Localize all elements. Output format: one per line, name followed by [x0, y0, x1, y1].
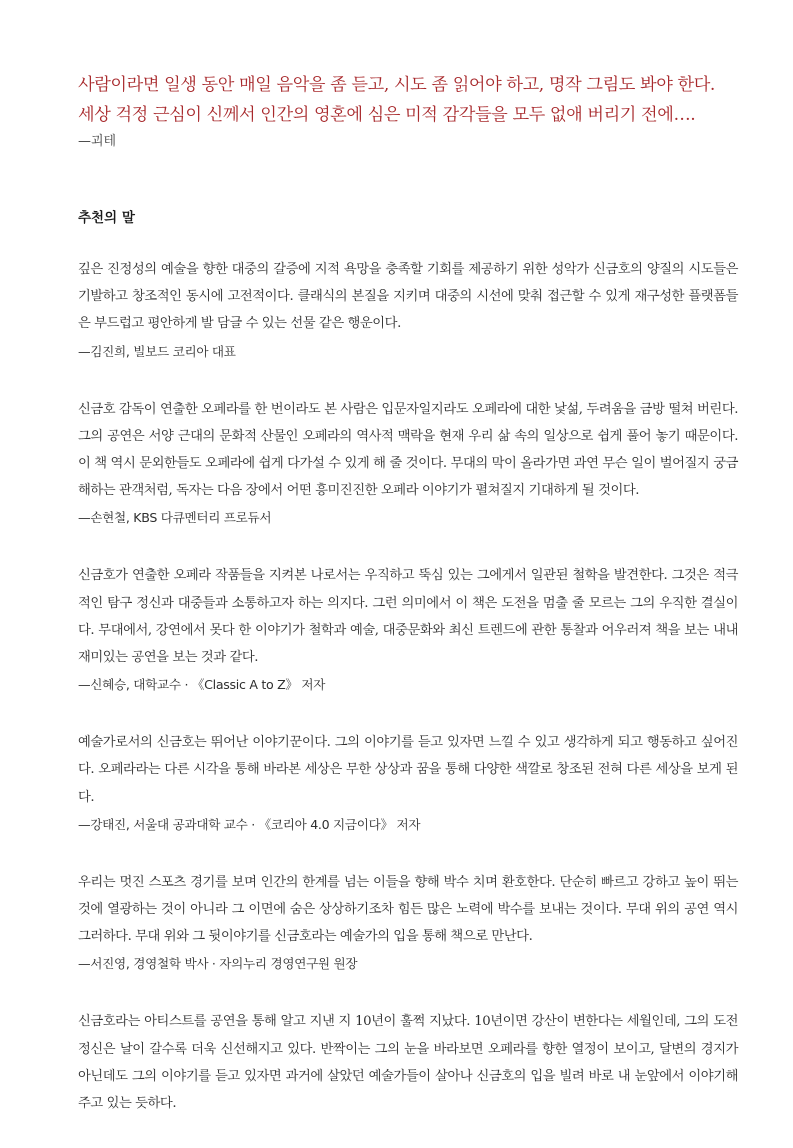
epigraph-quote — [78, 70, 758, 152]
recommendation-author: —서진영, 경영철학 박사 · 자의누리 경영연구원 원장 — [78, 956, 358, 972]
recommendation-text: 신금호 감독이 연출한 오페라를 한 번이라도 본 사람은 입문자일지라도 오페라에 대한 낯섦, 두려움을 금방 떨쳐 버린다. 그의 공연은 서양 근대의 문화적 산물인 오페라의 역사적 맥락을 현재 우리 삶 속의 일상으로 쉽게 풀어 놓기 때문이다. 이 책 역시 문외한들도 오페라에 쉽게 다가설 수 있게 해 줄 것이다. 무대의 막이 올라가면 과연 무슨 일이 벌어질지 궁금해하는 관객처럼, 독자는 다음 장에서 어떤 흥미진진한 오페라 이야기가 펼쳐질지 기대하게 될 것이다. — [78, 401, 738, 499]
recommendation-text: 깊은 진정성의 예술을 향한 대중의 갈증에 지적 욕망을 충족할 기회를 제공하기 위한 성악가 신금호의 양질의 시도들은 기발하고 창조적인 동시에 고전적이다. 클래식의 본질을 지키며 대중의 시선에 맞춰 접근할 수 있게 재구성한 플랫폼들은 부드럽고 평안하게 발 담글 수 있는 선물 같은 행운이다. — [78, 262, 738, 332]
recommendation-text: 신금호가 연출한 오페라 작품들을 지켜본 나로서는 우직하고 뚝심 있는 그에게서 일관된 철학을 발견한다. 그것은 적극적인 탐구 정신과 대중들과 소통하고자 하는 의지다. 그런 의미에서 이 책은 도전을 멈출 줄 모르는 그의 우직한 결실이다. 무대에서, 강연에서 못다 한 이야기가 철학과 예술, 대중문화와 최신 트렌드에 관한 통찰과 어우러져 책을 보는 내내 재미있는 공연을 보는 것과 같다. — [78, 568, 738, 666]
recommendation-author: —손현철, KBS 다큐멘터리 프로듀서 — [78, 510, 272, 526]
recommendation-author: —김진희, 빌보드 코리아 대표 — [78, 343, 236, 359]
recommendations-list — [78, 256, 738, 1148]
recommendation-author: —강태진, 서울대 공과대학 교수 · 《코리아 4.0 지금이다》 저자 — [78, 816, 421, 832]
epigraph-line: 세상 걱정 근심이 신께서 인간의 영혼에 심은 미적 감각들을 모두 없애 버리기 전에…. — [78, 105, 696, 125]
recommendation-text: 우리는 멋진 스포츠 경기를 보며 인간의 한계를 넘는 이들을 향해 박수 치며 환호한다. 단순히 빠르고 강하고 높이 뛰는 것에 열광하는 것이 아니라 그 이면에 숨은 상상하기조차 힘든 많은 노력에 박수를 보내는 것이다. 무대 위의 공연 역시 그러하다. 무대 위와 그 뒷이야기를 신금호라는 예술가의 입을 통해 책으로 만난다. — [78, 874, 738, 945]
recommendation-author: —신혜승, 대학교수 · 《Classic A to Z》 저자 — [78, 677, 326, 693]
recommendation-text: 신금호라는 아티스트를 공연을 통해 알고 지낸 지 10년이 훌쩍 지났다. 10년이면 강산이 변한다는 세월인데, 그의 도전 정신은 날이 갈수록 더욱 신선해지고 있다. 반짝이는 그의 눈을 바라보면 오페라를 향한 열정이 보이고, 달변의 경지가 아닌데도 그의 이야기를 듣고 있자면 과거에 살았던 예술가들이 살아나 신금호의 입을 빌려 바로 내 눈앞에서 이야기해 주고 있는 듯하다. — [78, 1014, 738, 1112]
recommendation — [78, 869, 738, 978]
epigraph-line: 사람이라면 일생 동안 매일 음악을 좀 듣고, 시도 좀 읽어야 하고, 명작 그림도 봐야 한다. — [78, 75, 715, 95]
section-title: 추천의 말 — [78, 210, 135, 226]
recommendation — [78, 562, 738, 698]
recommendation — [78, 1008, 738, 1117]
epigraph-author: —괴테 — [78, 134, 117, 149]
recommendation — [78, 396, 738, 532]
recommendation — [78, 729, 738, 838]
recommendation — [78, 256, 738, 365]
recommendation-text: 예술가로서의 신금호는 뛰어난 이야기꾼이다. 그의 이야기를 듣고 있자면 느낄 수 있고 생각하게 되고 행동하고 싶어진다. 오페라라는 다른 시각을 통해 바라본 세상은 무한 상상과 꿈을 통해 다양한 색깔로 창조된 전혀 다른 세상을 보게 된다. — [78, 735, 738, 805]
